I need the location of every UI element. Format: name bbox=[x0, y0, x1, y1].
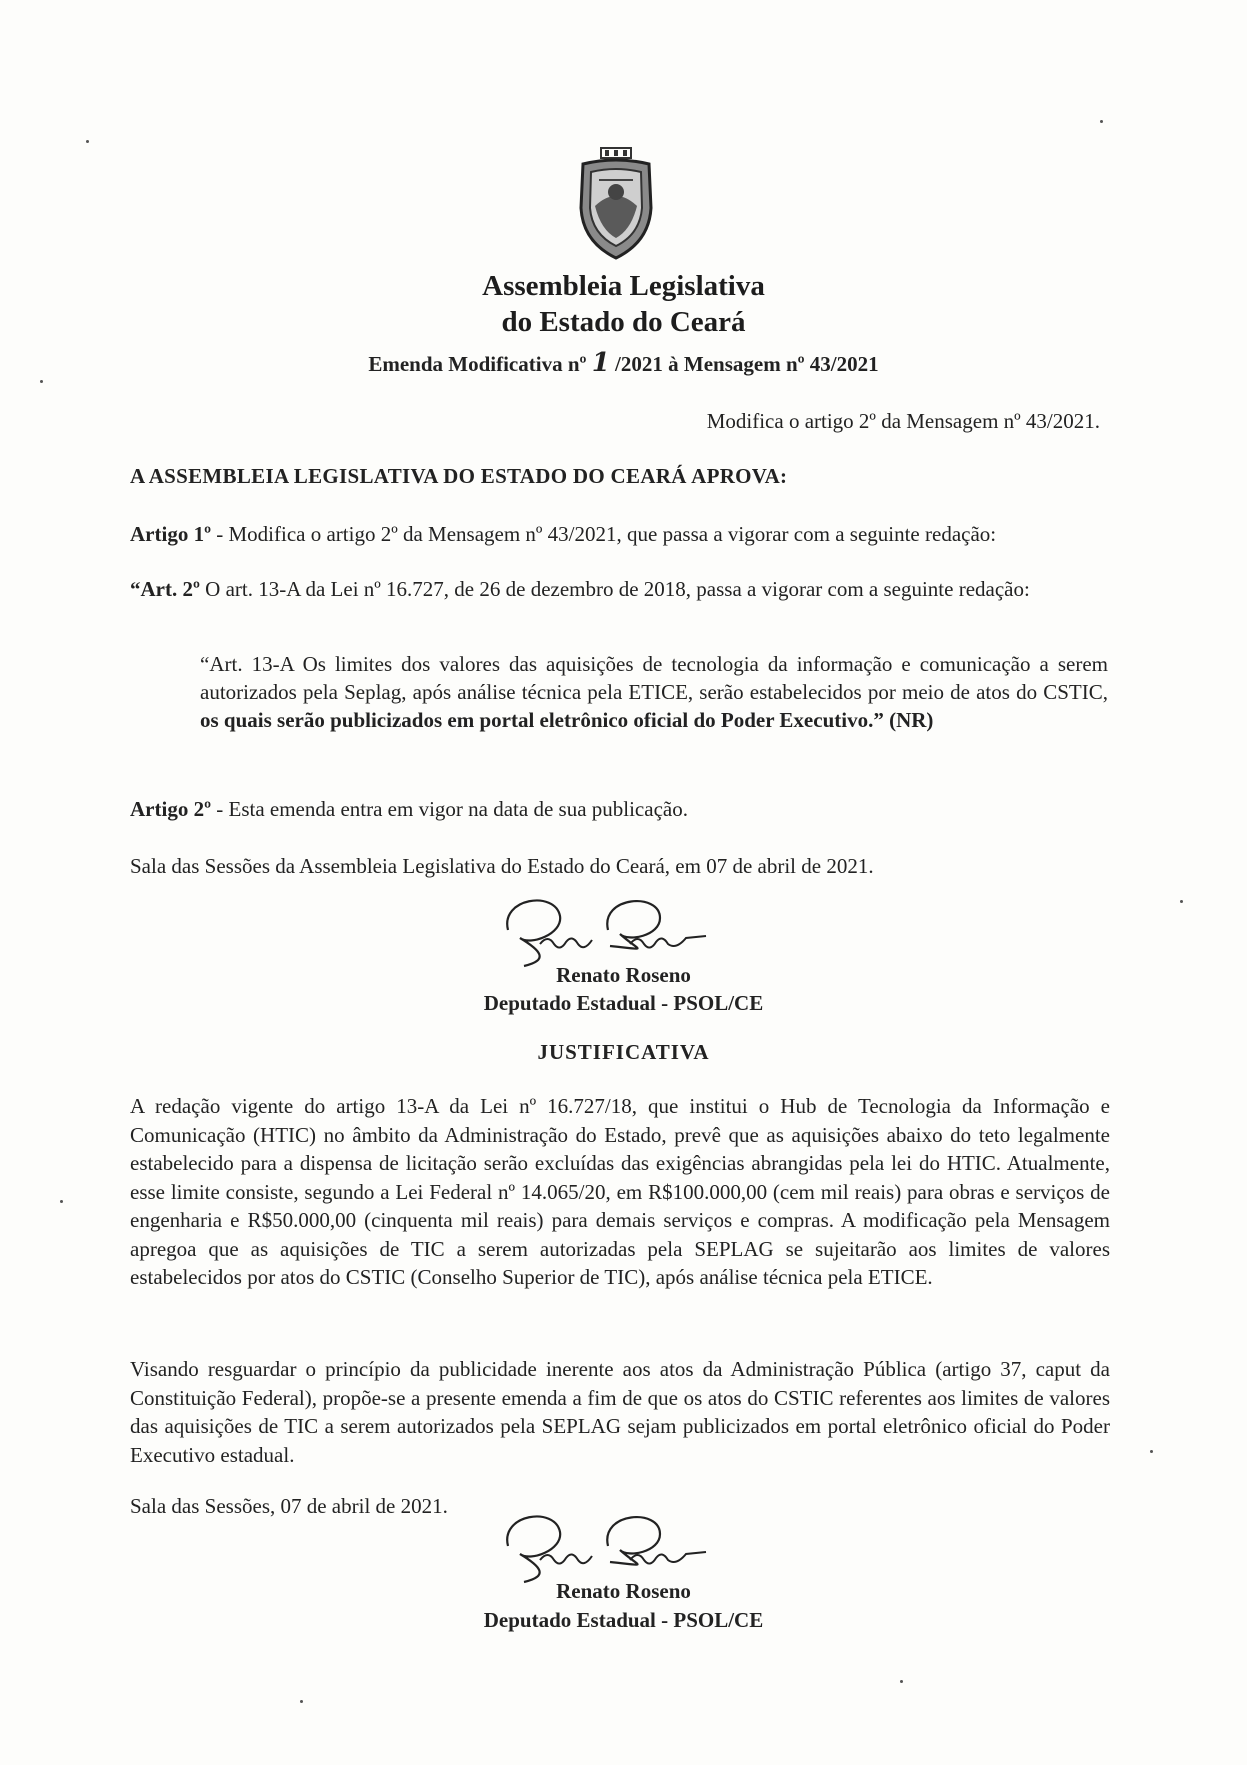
scan-speck bbox=[40, 380, 43, 383]
artigo-2-text: - Esta emenda entra em vigor na data de sua publicação. bbox=[211, 797, 688, 821]
scan-speck bbox=[60, 1200, 63, 1203]
justificativa-title: JUSTIFICATIVA bbox=[537, 1040, 710, 1064]
art-2-label: “Art. 2º bbox=[130, 577, 200, 601]
signer-name: Renato Roseno bbox=[556, 963, 691, 987]
scan-speck bbox=[1150, 1450, 1153, 1453]
artigo-1 bbox=[130, 520, 1110, 548]
ementa: Modifica o artigo 2º da Mensagem nº 43/2021. bbox=[706, 409, 1100, 433]
artigo-1-label: Artigo 1º bbox=[130, 522, 211, 546]
art-13a-bold: os quais serão publicizados em portal eletrônico oficial do Poder Executivo.” (NR) bbox=[200, 708, 934, 732]
justificativa-paragraph-1: A redação vigente do artigo 13-A da Lei nº 16.727/18, que institui o Hub de Tecnologia da Informação e Comunicação (HTIC) no âmbito da Administração do Estado, prevê que as aquisições abaixo do teto legalmente estabelecido para a dispensa de licitação serão excluídas das exigências abrangidas pela lei do HTIC. Atualmente, esse limite consiste, segundo a Lei Federal nº 14.065/20, em R$100.000,00 (cem mil reais) para obras e serviços de engenharia e R$50.000,00 (cinquenta mil reais) para demais serviços e compras. A modificação pela Mensagem apregoa que as aquisições de TIC a serem autorizadas pela SEPLAG se sujeitarão aos limites de valores estabelecidos por atos do CSTIC (Conselho Superior de TIC), após análise técnica pela ETICE. bbox=[130, 1094, 1110, 1289]
sala-sessoes-line-2: Sala das Sessões, 07 de abril de 2021. bbox=[130, 1494, 448, 1518]
art-13a-regular: “Art. 13-A Os limites dos valores das aquisições de tecnologia da informação e comunicação a serem autorizados pela Seplag, após análise técnica pela ETICE, serão estabelecidos por meio de atos do CSTIC, bbox=[200, 652, 1108, 704]
signature-image bbox=[500, 890, 730, 970]
artigo-1-text: - Modifica o artigo 2º da Mensagem nº 43/2021, que passa a vigorar com a seguinte redação: bbox=[211, 522, 997, 546]
sala-sessoes-line: Sala das Sessões da Assembleia Legislativa do Estado do Ceará, em 07 de abril de 2021. bbox=[130, 854, 874, 878]
artigo-2-label: Artigo 2º bbox=[130, 797, 211, 821]
signer-role: Deputado Estadual - PSOL/CE bbox=[483, 991, 764, 1015]
scan-speck bbox=[1180, 900, 1183, 903]
art-2-text: O art. 13-A da Lei nº 16.727, de 26 de dezembro de 2018, passa a vigorar com a seguinte redação: bbox=[199, 577, 1030, 601]
scan-speck bbox=[900, 1680, 903, 1683]
signer-role-2: Deputado Estadual - PSOL/CE bbox=[483, 1608, 764, 1632]
art-13a-text bbox=[200, 650, 1108, 734]
emenda-number: 1 bbox=[591, 348, 610, 378]
institution-title-line1: Assembleia Legislativa bbox=[482, 270, 765, 302]
institution-title-line2: do Estado do Ceará bbox=[501, 306, 746, 338]
emenda-title-suffix: /2021 à Mensagem nº 43/2021 bbox=[615, 352, 879, 376]
scan-speck bbox=[86, 140, 89, 143]
aprova-heading: A ASSEMBLEIA LEGISLATIVA DO ESTADO DO CEARÁ APROVA: bbox=[130, 464, 788, 488]
art-2-new-text bbox=[130, 575, 1110, 603]
artigo-2 bbox=[130, 795, 1110, 823]
justificativa-paragraph-2: Visando resguardar o princípio da publicidade inerente aos atos da Administração Pública (artigo 37, caput da Constituição Federal), propõe-se a presente emenda a fim de que os atos do CSTIC referentes aos limites de valores das aquisições de TIC a serem autorizados pela SEPLAG sejam publicizados em portal eletrônico oficial do Poder Executivo estadual. bbox=[130, 1357, 1110, 1467]
signer-name-2: Renato Roseno bbox=[556, 1579, 691, 1603]
signature-image-2 bbox=[500, 1506, 730, 1586]
scan-speck bbox=[300, 1700, 303, 1703]
coat-of-arms-icon bbox=[571, 146, 661, 262]
emenda-title bbox=[200, 350, 1047, 377]
scan-speck bbox=[1100, 120, 1103, 123]
emenda-title-prefix: Emenda Modificativa nº bbox=[368, 352, 587, 376]
